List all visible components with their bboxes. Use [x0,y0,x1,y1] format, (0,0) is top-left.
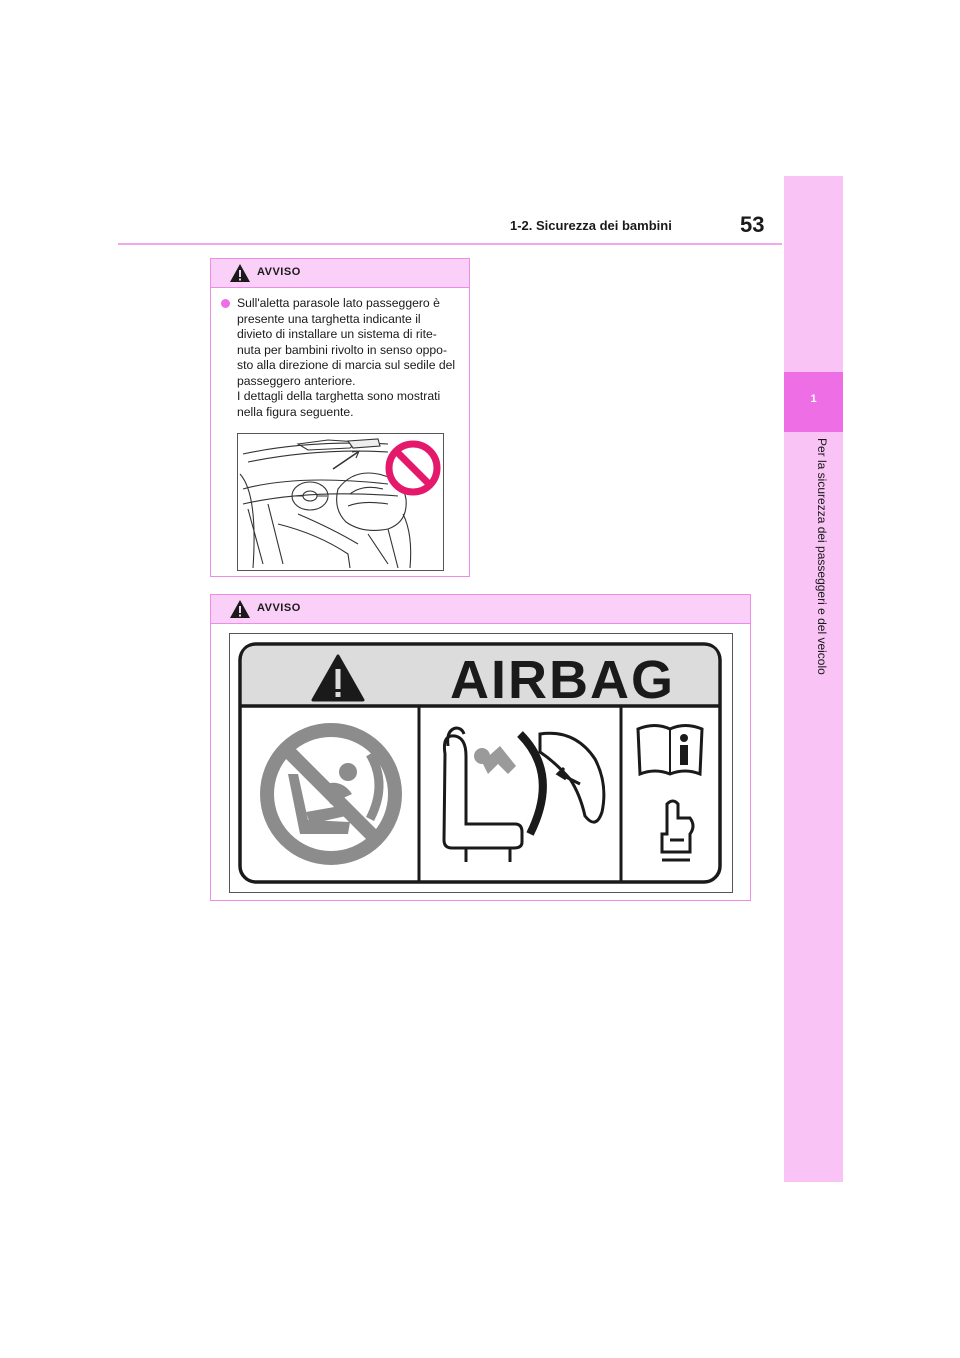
warning-header [211,595,750,624]
car-interior-drawing [238,434,443,570]
bullet-icon [221,299,230,308]
airbag-label-sticker [230,634,732,892]
warning-box-sunvisor [210,258,470,577]
airbag-title: AIRBAG [450,650,675,710]
sunvisor-illustration [237,433,444,571]
read-manual-icon [638,726,702,775]
airbag-label-figure [229,633,733,893]
chapter-title: Per la sicurezza dei passeggeri e del veicolo [815,438,829,675]
warning-label: AVVISO [257,266,301,278]
chapter-side-tab [784,176,843,1182]
warning-label: AVVISO [257,602,301,614]
warning-box-airbag-label [210,594,751,901]
warning-bullet [221,296,466,420]
prohibition-sign [389,444,437,492]
chapter-number: 1 [810,393,817,405]
page-number: 53 [740,212,765,237]
warning-header [211,259,469,288]
warning-text: Sull'aletta parasole lato passeggero è presente una targhetta indicante il divieto di installare un sistema di rite- nuta per bambini rivolto in senso oppo- sto alla direzione di marcia sul sedile del passeggero anteriore. I dettagli della targhetta sono mostrati nella figura seguente. [237,296,456,419]
warning-triangle-icon [229,599,251,619]
section-title: 1-2. Sicurezza dei bambini [510,218,672,233]
warning-triangle-icon [229,263,251,283]
header-divider [118,243,782,245]
